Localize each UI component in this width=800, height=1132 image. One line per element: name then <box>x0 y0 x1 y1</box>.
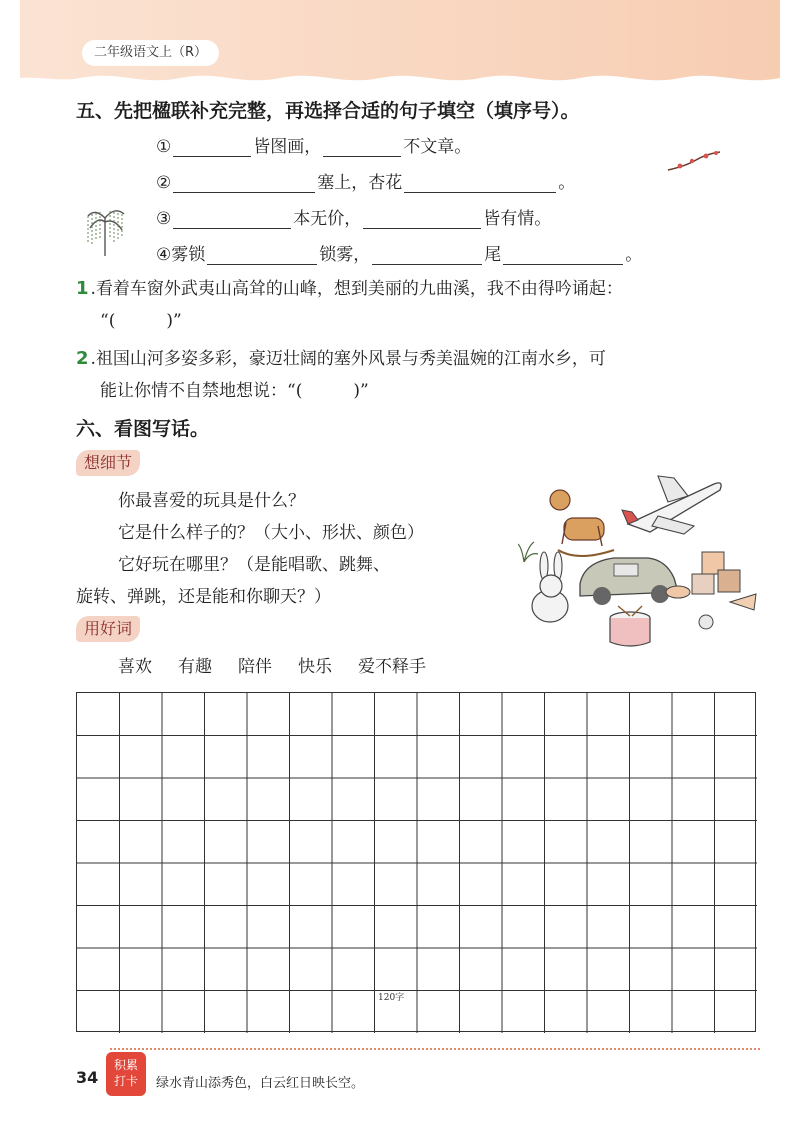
airplane-toy <box>622 476 721 534</box>
couplet-number: ④ <box>156 245 172 265</box>
couplet-3 <box>156 204 551 229</box>
couplet-text: 皆图画， <box>253 137 322 157</box>
couplet-number: ② <box>156 173 172 193</box>
word-item: 有趣 <box>178 657 212 677</box>
answer-slot-1[interactable]: “( )” <box>100 311 182 331</box>
couplet-2 <box>156 168 575 193</box>
page-header <box>20 0 780 86</box>
word-item: 快乐 <box>298 657 332 677</box>
couplet-number: ③ <box>156 209 172 229</box>
couplet-text: 塞上，杏花 <box>317 173 403 193</box>
prompt-line: 它好玩在哪里？（是能唱歌、跳舞、 <box>118 555 390 575</box>
plant-decoration <box>518 542 538 562</box>
plum-branch-illustration <box>666 148 722 174</box>
word-item: 爱不释手 <box>358 657 426 677</box>
question-2: 2 .祖国山河多姿多彩，豪迈壮阔的塞外风景与秀美温婉的江南水乡，可 <box>76 348 606 369</box>
toy-drum <box>610 606 650 646</box>
toys-illustration <box>518 466 766 656</box>
footer-motto: 绿水青山添秀色，白云红日映长空。 <box>156 1076 365 1091</box>
blank-field[interactable] <box>207 247 317 265</box>
couplet-text: 。 <box>558 173 576 193</box>
couplet-number: ① <box>156 137 172 157</box>
word-item: 陪伴 <box>238 657 272 677</box>
grid-lines <box>77 693 757 1033</box>
page-number: 34 <box>76 1068 99 1087</box>
writing-grid[interactable] <box>76 692 756 1032</box>
tag-words: 用好词 <box>76 616 140 642</box>
blank-field[interactable] <box>173 139 251 157</box>
book-label: 二年级语文上（R） <box>82 40 219 66</box>
footer-divider <box>110 1048 760 1050</box>
toy-yoyo <box>699 615 713 629</box>
blank-field[interactable] <box>173 211 291 229</box>
couplet-text: 皆有情。 <box>483 209 552 229</box>
couplet-text: 。 <box>625 245 643 265</box>
question-text: 祖国山河多姿多彩，豪迈壮阔的塞外风景与秀美温婉的江南水乡，可 <box>95 349 606 369</box>
tag-details: 想细节 <box>76 450 140 476</box>
word-bank <box>118 652 426 677</box>
blank-field[interactable] <box>363 211 481 229</box>
blank-field[interactable] <box>372 247 482 265</box>
couplet-text: 尾 <box>484 245 502 265</box>
section6-heading: 六、看图写话。 <box>76 418 210 440</box>
couplet-text: 锁雾， <box>319 245 371 265</box>
question-number: 2 <box>76 348 89 369</box>
couplet-text: 本无价， <box>293 209 362 229</box>
question-number: 1 <box>76 278 89 299</box>
accumulate-badge <box>106 1052 146 1096</box>
question-1: 1 .看着车窗外武夷山高耸的山峰，想到美丽的九曲溪，我不由得吟诵起： <box>76 278 623 299</box>
blank-field[interactable] <box>404 175 556 193</box>
toy-car <box>580 558 678 605</box>
prompt-line: 旋转、弹跳，还是能和你聊天？） <box>76 587 331 607</box>
bunny-toy <box>532 552 568 622</box>
question-text: 看着车窗外武夷山高耸的山峰，想到美丽的九曲溪，我不由得吟诵起： <box>95 279 623 299</box>
blank-field[interactable] <box>503 247 623 265</box>
couplet-text: 不文章。 <box>403 137 472 157</box>
couplet-text: 雾锁 <box>171 245 206 265</box>
blank-field[interactable] <box>323 139 401 157</box>
prompt-line: 你最喜爱的玩具是什么？ <box>118 491 305 511</box>
badge-line: 打卡 <box>113 1074 138 1088</box>
blank-field[interactable] <box>173 175 315 193</box>
section5-heading: 五、先把楹联补充完整，再选择合适的句子填空（填序号）。 <box>76 100 580 122</box>
prompt-line: 它是什么样子的？（大小、形状、颜色） <box>118 523 424 543</box>
couplet-1 <box>156 132 471 157</box>
word-item: 喜欢 <box>118 657 152 677</box>
willow-tree-illustration <box>80 198 130 258</box>
answer-slot-2[interactable]: 能让你情不自禁地想说：“( )” <box>100 381 369 401</box>
rocking-horse-toy <box>550 490 614 556</box>
couplet-4 <box>156 240 642 265</box>
character-count-mark: 120字 <box>378 993 405 1003</box>
badge-line: 积累 <box>113 1058 138 1072</box>
toy-blocks <box>666 552 756 610</box>
